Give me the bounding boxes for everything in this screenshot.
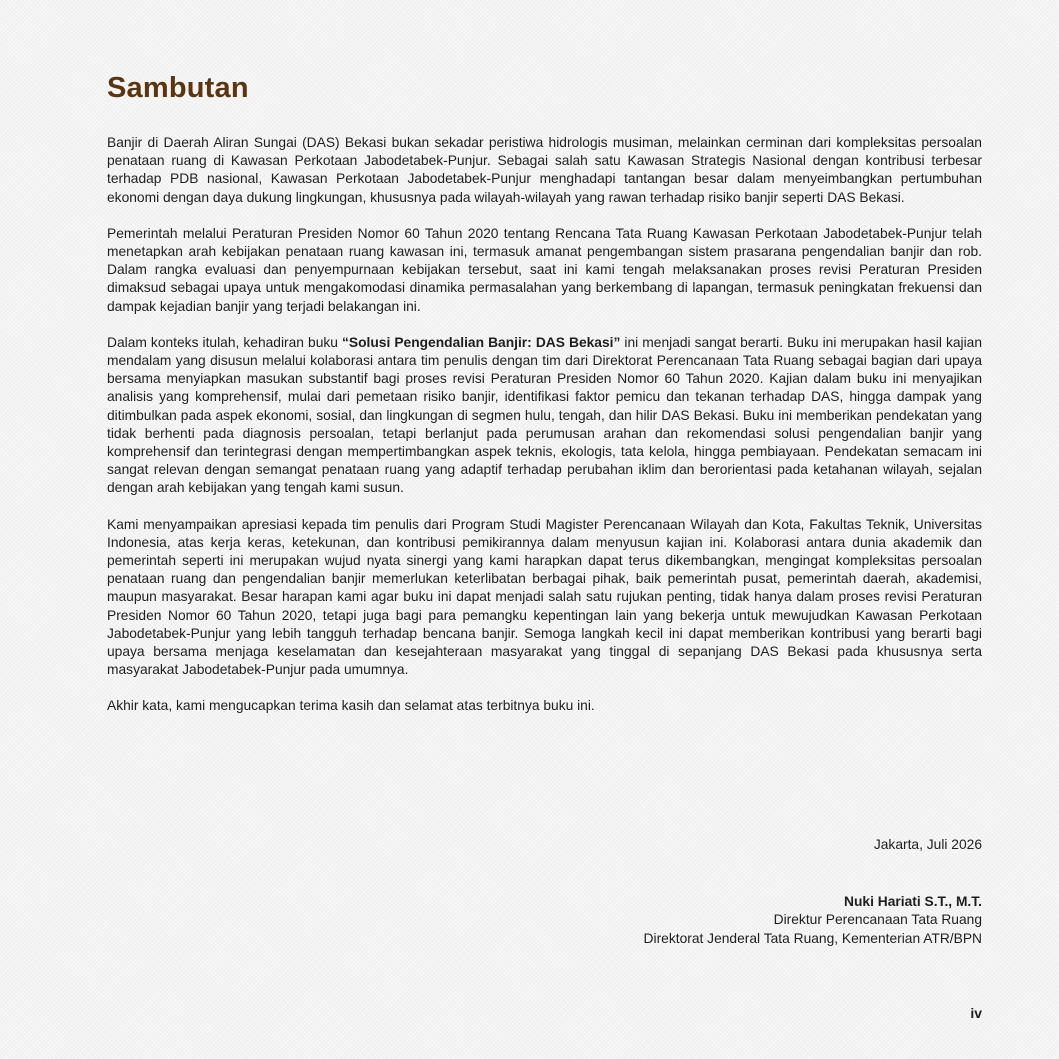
book-title-emphasis: “Solusi Pengendalian Banjir: DAS Bekasi” (341, 334, 621, 350)
signature-block (644, 836, 982, 948)
page-title: Sambutan (107, 72, 249, 104)
paragraph-3-intro: Dalam konteks itulah, kehadiran buku (107, 334, 342, 350)
paragraph-2: Pemerintah melalui Peraturan Presiden Nomor 60 Tahun 2020 tentang Rencana Tata Ruang Kawasan Perkotaan Jabodetabek-Punjur telah menetapkan arah kebijakan penataan ruang kawasan ini, termasuk amanat pengembangan sistem prasarana pengendalian banjir dan rob. Dalam rangka evaluasi dan penyempurnaan kebijakan tersebut, saat ini kami tengah melaksanakan proses revisi Peraturan Presiden dimaksud sebagai upaya untuk mengakomodasi dinamika permasalahan yang berkembang di lapangan, termasuk peningkatan frekuensi dan dampak kejadian banjir yang terjadi belakangan ini. (107, 225, 982, 314)
paragraph-1: Banjir di Daerah Aliran Sungai (DAS) Bekasi bukan sekadar peristiwa hidrologis musiman, melainkan cerminan dari kompleksitas persoalan penataan ruang di Kawasan Perkotaan Jabodetabek-Punjur. Sebagai salah satu Kawasan Strategis Nasional dengan kontribusi terbesar terhadap PDB nasional, Kawasan Perkotaan Jabodetabek-Punjur menghadapi tantangan besar dalam menyeimbangkan pertumbuhan ekonomi dengan daya dukung lingkungan, khususnya pada wilayah-wilayah yang rawan terhadap risiko banjir seperti DAS Bekasi. (107, 135, 982, 205)
paragraph-4: Kami menyampaikan apresiasi kepada tim penulis dari Program Studi Magister Perencanaan Wilayah dan Kota, Fakultas Teknik, Universitas Indonesia, atas kerja keras, ketekunan, dan kontribusi pemikirannya dalam menyusun kajian ini. Kolaborasi antara dunia akademik dan pemerintah seperti ini merupakan wujud nyata sinergi yang kami harapkan dapat terus dikembangkan, mengingat kompleksitas persoalan penataan ruang dan pengendalian banjir memerlukan keterlibatan berbagai pihak, baik pemerintah pusat, pemerintah daerah, akademisi, maupun masyarakat. Besar harapan kami agar buku ini dapat menjadi salah satu rujukan penting, tidak hanya dalam proses revisi Peraturan Presiden Nomor 60 Tahun 2020, tetapi juga bagi para pemangku kepentingan lain yang bekerja untuk mewujudkan Kawasan Perkotaan Jabodetabek-Punjur yang lebih tangguh terhadap bencana banjir. Semoga langkah kecil ini dapat memberikan kontribusi yang berarti bagi upaya bersama menjaga keselamatan dan kesejahteraan masyarakat yang tinggal di sepanjang DAS Bekasi pada khususnya serta masyarakat Jabodetabek-Punjur pada umumnya. (107, 516, 982, 678)
paragraph-3 (107, 334, 982, 498)
paragraph-3-rest: ini menjadi sangat berarti. Buku ini merupakan hasil kajian mendalam yang disusun melalui kolaborasi antara tim penulis dengan tim dari Direktorat Perencanaan Tata Ruang sebagai bagian dari upaya bersama menyiapkan masukan substantif bagi proses revisi Peraturan Presiden Nomor 60 Tahun 2020. Kajian dalam buku ini menyajikan analisis yang komprehensif, mulai dari pemetaan risiko banjir, identifikasi faktor pemicu dan tekanan terhadap DAS, hingga dampak yang ditimbulkan pada aspek ekonomi, sosial, dan lingkungan di segmen hulu, tengah, dan hilir DAS Bekasi. Buku ini memberikan pendekatan yang tidak berhenti pada diagnosis persoalan, tetapi berlanjut pada perumusan arahan dan rekomendasi solusi pengendalian banjir yang komprehensif dan terintegrasi dengan mempertimbangkan aspek teknis, ekologis, tata kelola, hingga pembiayaan. Pendekatan semacam ini sangat relevan dengan semangat penataan ruang yang adaptif terhadap perubahan iklim dan berorientasi pada ketahanan wilayah, sejalan dengan arah kebijakan yang tengah kami susun. (107, 334, 982, 496)
paragraph-5: Akhir kata, kami mengucapkan terima kasih dan selamat atas terbitnya buku ini. (107, 698, 595, 714)
signature-position: Direktur Perencanaan Tata Ruang (773, 912, 982, 927)
signature-place-date: Jakarta, Juli 2026 (873, 837, 982, 852)
body-text (107, 134, 982, 734)
page-number: iv (970, 1005, 982, 1021)
signature-name: Nuki Hariati S.T., M.T. (844, 893, 982, 909)
signature-institution: Direktorat Jenderal Tata Ruang, Kementerian ATR/BPN (643, 930, 982, 946)
